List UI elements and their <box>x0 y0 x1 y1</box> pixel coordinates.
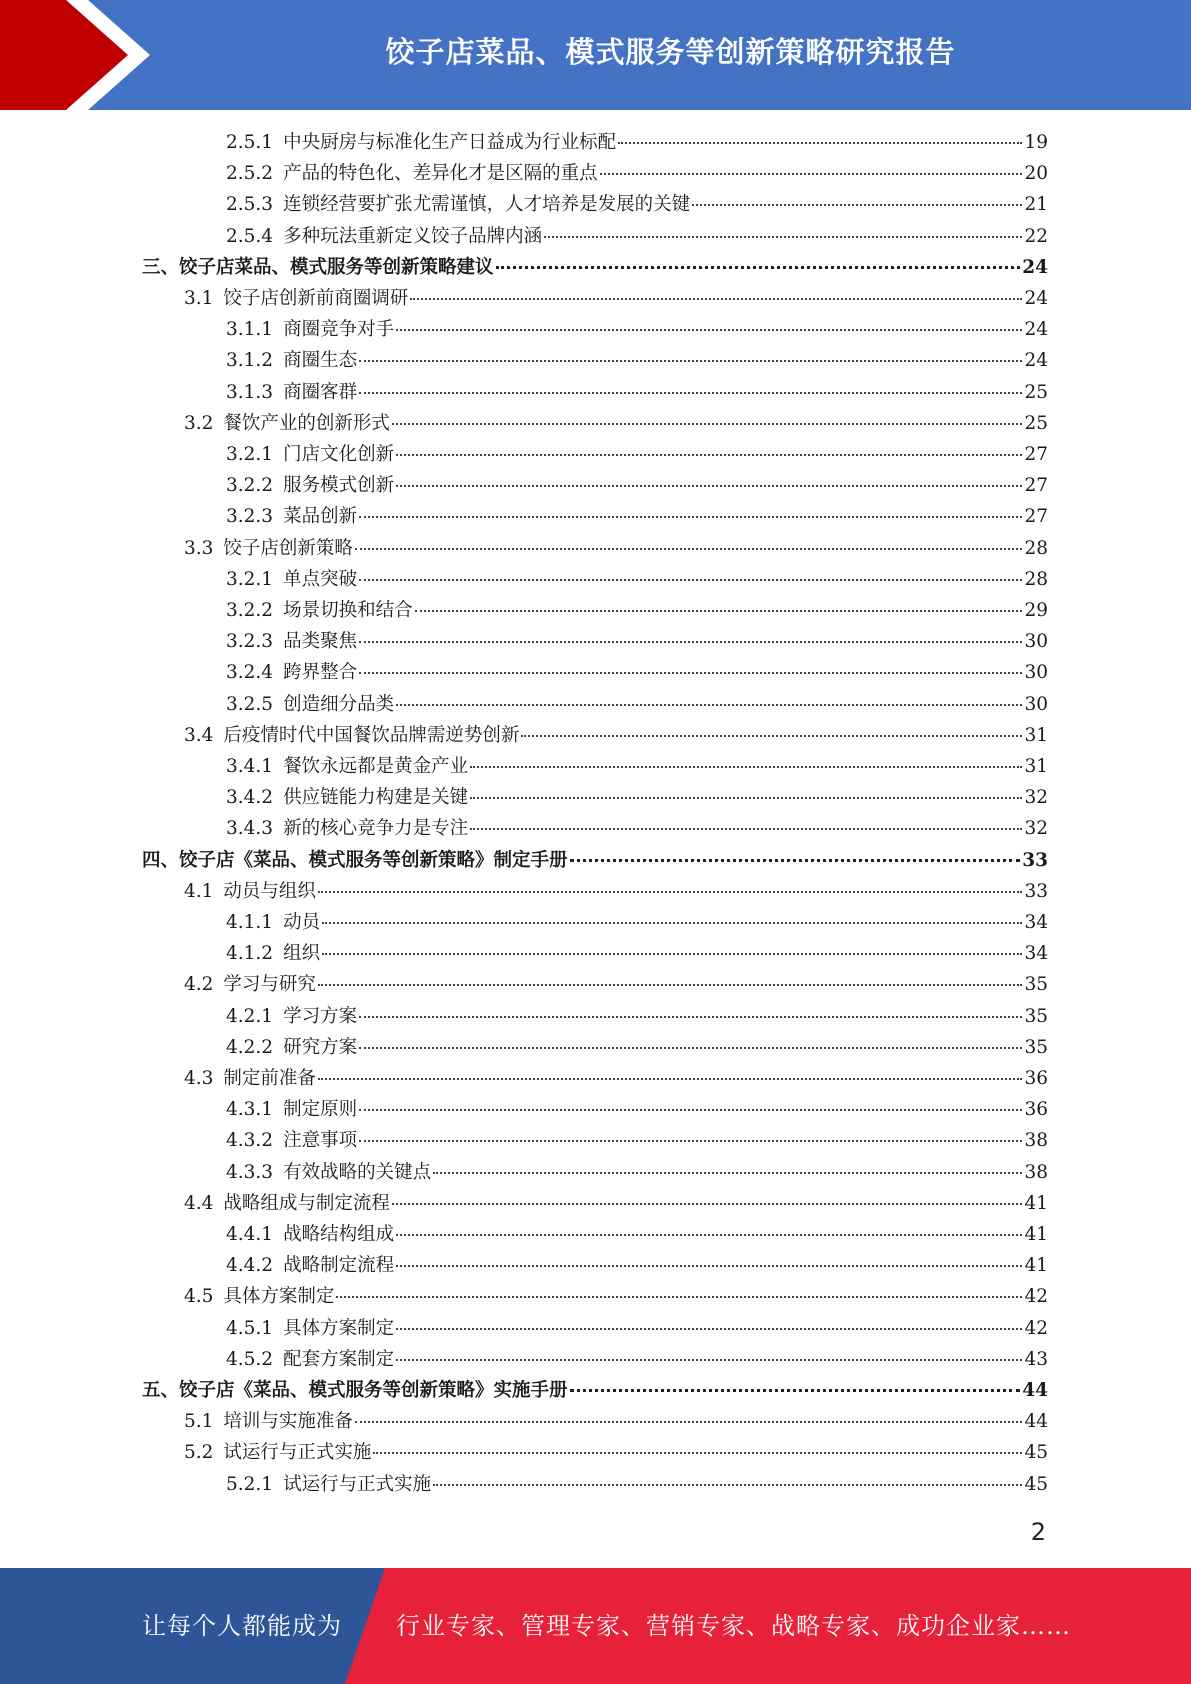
toc-dot-leader <box>433 1483 1022 1486</box>
toc-entry-title: 连锁经营要扩张尤需谨慎，人才培养是发展的关键 <box>283 194 691 216</box>
toc-entry-number: 3.4.3 <box>226 818 274 840</box>
toc-entry-number: 2.5.4 <box>226 225 274 247</box>
toc-dot-leader <box>396 328 1022 331</box>
toc-entry-number: 4.3 <box>184 1068 214 1089</box>
toc-entry-title: 品类聚焦 <box>283 631 358 653</box>
toc-entry-number: 4.4.2 <box>226 1255 274 1277</box>
toc-entry-page: 44 <box>1022 1380 1048 1401</box>
toc-entry-title: 新的核心竞争力是专注 <box>283 818 469 840</box>
toc-dot-leader <box>359 515 1022 518</box>
toc-entry-number: 4.4 <box>184 1192 214 1214</box>
toc-dot-leader <box>359 1139 1022 1142</box>
toc-entry-title: 学习与研究 <box>223 974 316 996</box>
toc-entry-title: 组织 <box>283 943 321 965</box>
toc-dot-leader <box>396 703 1022 706</box>
toc-entry-page: 27 <box>1024 506 1048 528</box>
toc-entry-number: 3.2.2 <box>226 475 274 497</box>
toc-entry-number: 3.2.1 <box>226 568 274 590</box>
toc-entry-page: 25 <box>1024 381 1048 403</box>
toc-entry-title: 注意事项 <box>283 1130 358 1152</box>
toc-entry-number: 3.2.4 <box>226 662 274 684</box>
toc-entry-number: 4.1.1 <box>226 912 274 933</box>
toc-entry-number: 3.1.1 <box>226 319 274 341</box>
toc-dot-leader <box>570 858 1021 862</box>
toc-entry-number: 5.2.1 <box>226 1473 274 1495</box>
toc-dot-leader <box>392 422 1023 425</box>
toc-entry-page: 38 <box>1024 1130 1048 1152</box>
toc-dot-leader <box>496 265 1021 269</box>
toc-entry-page: 36 <box>1024 1099 1048 1121</box>
toc-entry-page: 35 <box>1024 1036 1048 1058</box>
toc-dot-leader <box>618 141 1022 144</box>
toc-entry-number: 3.1.2 <box>226 350 274 372</box>
toc-entry-page: 35 <box>1024 1005 1048 1027</box>
toc-entry-page: 41 <box>1024 1224 1048 1245</box>
toc-entry-title: 跨界整合 <box>283 662 358 684</box>
toc-entry[interactable] <box>184 283 1048 314</box>
toc-entry-number: 3.2.1 <box>226 444 274 465</box>
toc-entry-page: 43 <box>1024 1348 1048 1370</box>
toc-entry-page: 35 <box>1024 974 1048 996</box>
toc-entry[interactable] <box>226 938 1048 969</box>
toc-entry-title: 具体方案制定 <box>283 1317 395 1339</box>
toc-entry[interactable] <box>226 127 1048 158</box>
toc-entry[interactable] <box>142 845 1048 876</box>
toc-entry-page: 25 <box>1024 412 1048 434</box>
toc-entry-page: 44 <box>1024 1411 1048 1433</box>
toc-entry-page: 24 <box>1022 256 1048 278</box>
toc-entry[interactable] <box>184 533 1048 564</box>
toc-dot-leader <box>359 578 1022 581</box>
toc-dot-leader <box>396 1327 1022 1330</box>
toc-entry-page: 20 <box>1024 163 1048 185</box>
toc-dot-leader <box>359 1046 1022 1049</box>
toc-entry-page: 33 <box>1024 880 1048 902</box>
toc-entry-number: 3.2.3 <box>226 631 274 653</box>
toc-entry-page: 27 <box>1024 444 1048 465</box>
toc-entry-title: 试运行与正式实施 <box>283 1473 432 1495</box>
toc-entry-number: 4.1 <box>184 880 214 902</box>
toc-dot-leader <box>470 827 1022 830</box>
toc-entry-title: 五、饺子店《菜品、模式服务等创新策略》实施手册 <box>142 1380 568 1401</box>
toc-dot-leader <box>355 1420 1023 1423</box>
toc-entry[interactable] <box>226 751 1048 782</box>
toc-entry-title: 商圈生态 <box>283 350 358 372</box>
toc-dot-leader <box>433 1171 1022 1174</box>
toc-entry-title: 战略结构组成 <box>283 1224 395 1245</box>
toc-entry-number: 2.5.3 <box>226 194 274 216</box>
toc-entry[interactable] <box>226 689 1048 720</box>
toc-entry[interactable] <box>226 377 1048 408</box>
toc-dot-leader <box>336 1295 1022 1298</box>
toc-entry-title: 多种玩法重新定义饺子品牌内涵 <box>283 225 543 247</box>
toc-entry-page: 38 <box>1024 1161 1048 1183</box>
toc-entry[interactable] <box>226 470 1048 501</box>
toc-entry-page: 36 <box>1024 1068 1048 1089</box>
toc-entry-title: 餐饮产业的创新形式 <box>223 412 390 434</box>
toc-dot-leader <box>359 359 1022 362</box>
toc-entry[interactable] <box>226 595 1048 626</box>
toc-entry-number: 3.4.2 <box>226 787 274 809</box>
toc-entry-number: 3.2.5 <box>226 693 274 715</box>
toc-entry-page: 29 <box>1024 600 1048 621</box>
toc-dot-leader <box>396 1264 1022 1267</box>
footer-slogan-left: 让每个人都能成为 <box>142 1612 342 1640</box>
toc-entry-title: 商圈竞争对手 <box>283 319 395 341</box>
toc-entry-title: 三、饺子店菜品、模式服务等创新策略建议 <box>142 256 494 278</box>
toc-entry[interactable] <box>226 782 1048 813</box>
toc-entry-page: 21 <box>1024 194 1048 216</box>
toc-entry[interactable] <box>226 314 1048 345</box>
toc-entry-number: 4.3.3 <box>226 1161 274 1183</box>
toc-entry-number: 2.5.2 <box>226 163 274 185</box>
toc-dot-leader <box>359 671 1022 674</box>
toc-entry[interactable] <box>226 626 1048 657</box>
toc-entry-title: 创造细分品类 <box>283 693 395 715</box>
toc-entry-title: 战略组成与制定流程 <box>223 1192 390 1214</box>
toc-entry-page: 31 <box>1024 724 1048 746</box>
toc-entry-title: 具体方案制定 <box>223 1286 335 1308</box>
toc-entry-title: 试运行与正式实施 <box>223 1442 372 1464</box>
toc-entry-title: 单点突破 <box>283 568 358 590</box>
toc-entry[interactable] <box>226 439 1048 470</box>
toc-entry-number: 4.3.1 <box>226 1099 274 1121</box>
toc-dot-leader <box>355 547 1023 550</box>
toc-entry-page: 45 <box>1024 1473 1048 1495</box>
toc-entry[interactable] <box>184 1437 1048 1468</box>
toc-entry-title: 餐饮永远都是黄金产业 <box>283 756 469 777</box>
toc-dot-leader <box>470 765 1022 768</box>
toc-entry-title: 供应链能力构建是关键 <box>283 787 469 809</box>
toc-entry[interactable] <box>184 720 1048 751</box>
toc-entry[interactable] <box>226 813 1048 844</box>
toc-entry[interactable] <box>142 252 1048 283</box>
toc-entry-number: 3.2 <box>184 412 214 434</box>
toc-entry-number: 4.2.2 <box>226 1036 274 1058</box>
toc-dot-leader <box>359 1108 1022 1111</box>
toc-entry-page: 31 <box>1024 756 1048 777</box>
toc-dot-leader <box>570 1388 1021 1392</box>
toc-entry-title: 有效战略的关键点 <box>283 1161 432 1183</box>
toc-entry-title: 四、饺子店《菜品、模式服务等创新策略》制定手册 <box>142 849 568 871</box>
toc-entry-page: 45 <box>1024 1442 1048 1464</box>
toc-entry-page: 24 <box>1024 319 1048 341</box>
toc-entry[interactable] <box>184 1281 1048 1312</box>
toc-entry-title: 门店文化创新 <box>283 444 395 465</box>
toc-entry-number: 3.2.2 <box>226 600 274 621</box>
toc-entry[interactable] <box>184 1188 1048 1219</box>
toc-entry[interactable] <box>226 564 1048 595</box>
toc-entry[interactable] <box>226 657 1048 688</box>
toc-dot-leader <box>359 391 1022 394</box>
toc-entry[interactable] <box>142 1375 1048 1406</box>
toc-entry-title: 后疫情时代中国餐饮品牌需逆势创新 <box>223 724 520 746</box>
toc-entry-page: 28 <box>1024 537 1048 559</box>
toc-entry[interactable] <box>226 345 1048 376</box>
toc-entry-title: 制定原则 <box>283 1099 358 1121</box>
toc-dot-leader <box>692 203 1022 206</box>
toc-entry[interactable] <box>226 1344 1048 1375</box>
toc-entry-title: 饺子店创新前商圈调研 <box>223 288 409 309</box>
toc-dot-leader <box>392 1202 1023 1205</box>
toc-entry-number: 5.2 <box>184 1442 214 1464</box>
toc-entry-page: 41 <box>1024 1255 1048 1277</box>
toc-entry-number: 3.2.3 <box>226 506 274 528</box>
toc-entry[interactable] <box>226 1125 1048 1156</box>
toc-entry-number: 3.4.1 <box>226 756 274 777</box>
toc-entry[interactable] <box>184 876 1048 907</box>
toc-entry[interactable] <box>226 221 1048 252</box>
toc-entry-number: 4.4.1 <box>226 1224 274 1245</box>
toc-dot-leader <box>544 235 1022 238</box>
toc-entry-number: 3.3 <box>184 537 214 559</box>
toc-dot-leader <box>521 734 1022 737</box>
toc-entry[interactable] <box>226 158 1048 189</box>
toc-entry-title: 场景切换和结合 <box>283 600 413 621</box>
toc-entry-page: 24 <box>1024 350 1048 372</box>
toc-entry-number: 4.2.1 <box>226 1005 274 1027</box>
toc-entry-title: 培训与实施准备 <box>223 1411 353 1433</box>
toc-entry-number: 4.5.2 <box>226 1348 274 1370</box>
toc-dot-leader <box>396 1233 1022 1236</box>
toc-dot-leader <box>318 1077 1023 1080</box>
toc-entry-number: 3.1 <box>184 288 214 309</box>
toc-entry-page: 33 <box>1022 849 1048 871</box>
toc-dot-leader <box>410 297 1022 300</box>
toc-entry-number: 4.5 <box>184 1286 214 1308</box>
toc-entry-title: 学习方案 <box>283 1005 358 1027</box>
toc-entry[interactable] <box>226 1469 1048 1500</box>
toc-dot-leader <box>322 952 1022 955</box>
toc-dot-leader <box>415 609 1023 612</box>
toc-entry-page: 34 <box>1024 912 1048 933</box>
toc-dot-leader <box>470 796 1022 799</box>
toc-entry-number: 3.4 <box>184 724 214 746</box>
toc-entry[interactable] <box>226 1250 1048 1281</box>
toc-entry-title: 配套方案制定 <box>283 1348 395 1370</box>
toc-entry[interactable] <box>184 1406 1048 1437</box>
page-header <box>0 0 1191 110</box>
page-footer <box>0 1568 1191 1684</box>
toc-entry-number: 4.2 <box>184 974 214 996</box>
toc-entry-number: 2.5.1 <box>226 132 274 153</box>
toc-entry-title: 动员与组织 <box>223 880 316 902</box>
toc-entry-title: 动员 <box>283 912 321 933</box>
toc-entry[interactable] <box>226 907 1048 938</box>
toc-dot-leader <box>396 484 1022 487</box>
toc-entry[interactable] <box>226 1313 1048 1344</box>
toc-entry-page: 24 <box>1024 288 1048 309</box>
page-number: 2 <box>1030 1518 1046 1546</box>
toc-dot-leader <box>600 172 1023 175</box>
toc-dot-leader <box>322 921 1022 924</box>
toc-entry[interactable] <box>226 1219 1048 1250</box>
footer-slogan-right: 行业专家、管理专家、营销专家、战略专家、成功企业家…… <box>396 1612 1071 1640</box>
toc-dot-leader <box>396 453 1022 456</box>
toc-dot-leader <box>359 1015 1022 1018</box>
toc-entry[interactable] <box>226 1032 1048 1063</box>
report-title: 饺子店菜品、模式服务等创新策略研究报告 <box>385 34 956 69</box>
toc-entry-page: 19 <box>1024 132 1048 153</box>
toc-entry-title: 服务模式创新 <box>283 475 395 497</box>
toc-dot-leader <box>318 983 1023 986</box>
toc-entry-page: 22 <box>1024 225 1048 247</box>
toc-entry-title: 菜品创新 <box>283 506 358 528</box>
toc-entry-title: 商圈客群 <box>283 381 358 403</box>
toc-entry[interactable] <box>184 1063 1048 1094</box>
toc-dot-leader <box>318 890 1023 893</box>
toc-entry-page: 34 <box>1024 943 1048 965</box>
toc-entry-page: 32 <box>1024 818 1048 840</box>
toc-entry[interactable] <box>226 1157 1048 1188</box>
toc-entry-title: 研究方案 <box>283 1036 358 1058</box>
toc-entry[interactable] <box>184 969 1048 1000</box>
toc-entry[interactable] <box>226 1001 1048 1032</box>
toc-entry-page: 42 <box>1024 1286 1048 1308</box>
toc-entry-number: 5.1 <box>184 1411 214 1433</box>
toc-entry-page: 41 <box>1024 1192 1048 1214</box>
toc-entry-title: 中央厨房与标准化生产日益成为行业标配 <box>283 132 617 153</box>
toc-entry-page: 42 <box>1024 1317 1048 1339</box>
toc-entry-page: 30 <box>1024 631 1048 653</box>
toc-entry[interactable] <box>226 189 1048 220</box>
toc-entry-number: 3.1.3 <box>226 381 274 403</box>
toc-entry-title: 战略制定流程 <box>283 1255 395 1277</box>
toc-dot-leader <box>396 1358 1022 1361</box>
toc-entry-page: 28 <box>1024 568 1048 590</box>
toc-entry-number: 4.5.1 <box>226 1317 274 1339</box>
toc-entry-title: 制定前准备 <box>223 1068 316 1089</box>
toc-dot-leader <box>373 1451 1022 1454</box>
toc-entry-page: 30 <box>1024 693 1048 715</box>
toc-entry-number: 4.3.2 <box>226 1130 274 1152</box>
toc-entry-page: 30 <box>1024 662 1048 684</box>
toc-entry-page: 32 <box>1024 787 1048 809</box>
toc-dot-leader <box>359 640 1022 643</box>
toc-entry[interactable] <box>226 1094 1048 1125</box>
toc-entry[interactable] <box>226 501 1048 532</box>
toc-entry-title: 饺子店创新策略 <box>223 537 353 559</box>
toc-entry[interactable] <box>184 408 1048 439</box>
toc-entry-title: 产品的特色化、差异化才是区隔的重点 <box>283 163 598 185</box>
toc-entry-page: 27 <box>1024 475 1048 497</box>
toc-entry-number: 4.1.2 <box>226 943 274 965</box>
